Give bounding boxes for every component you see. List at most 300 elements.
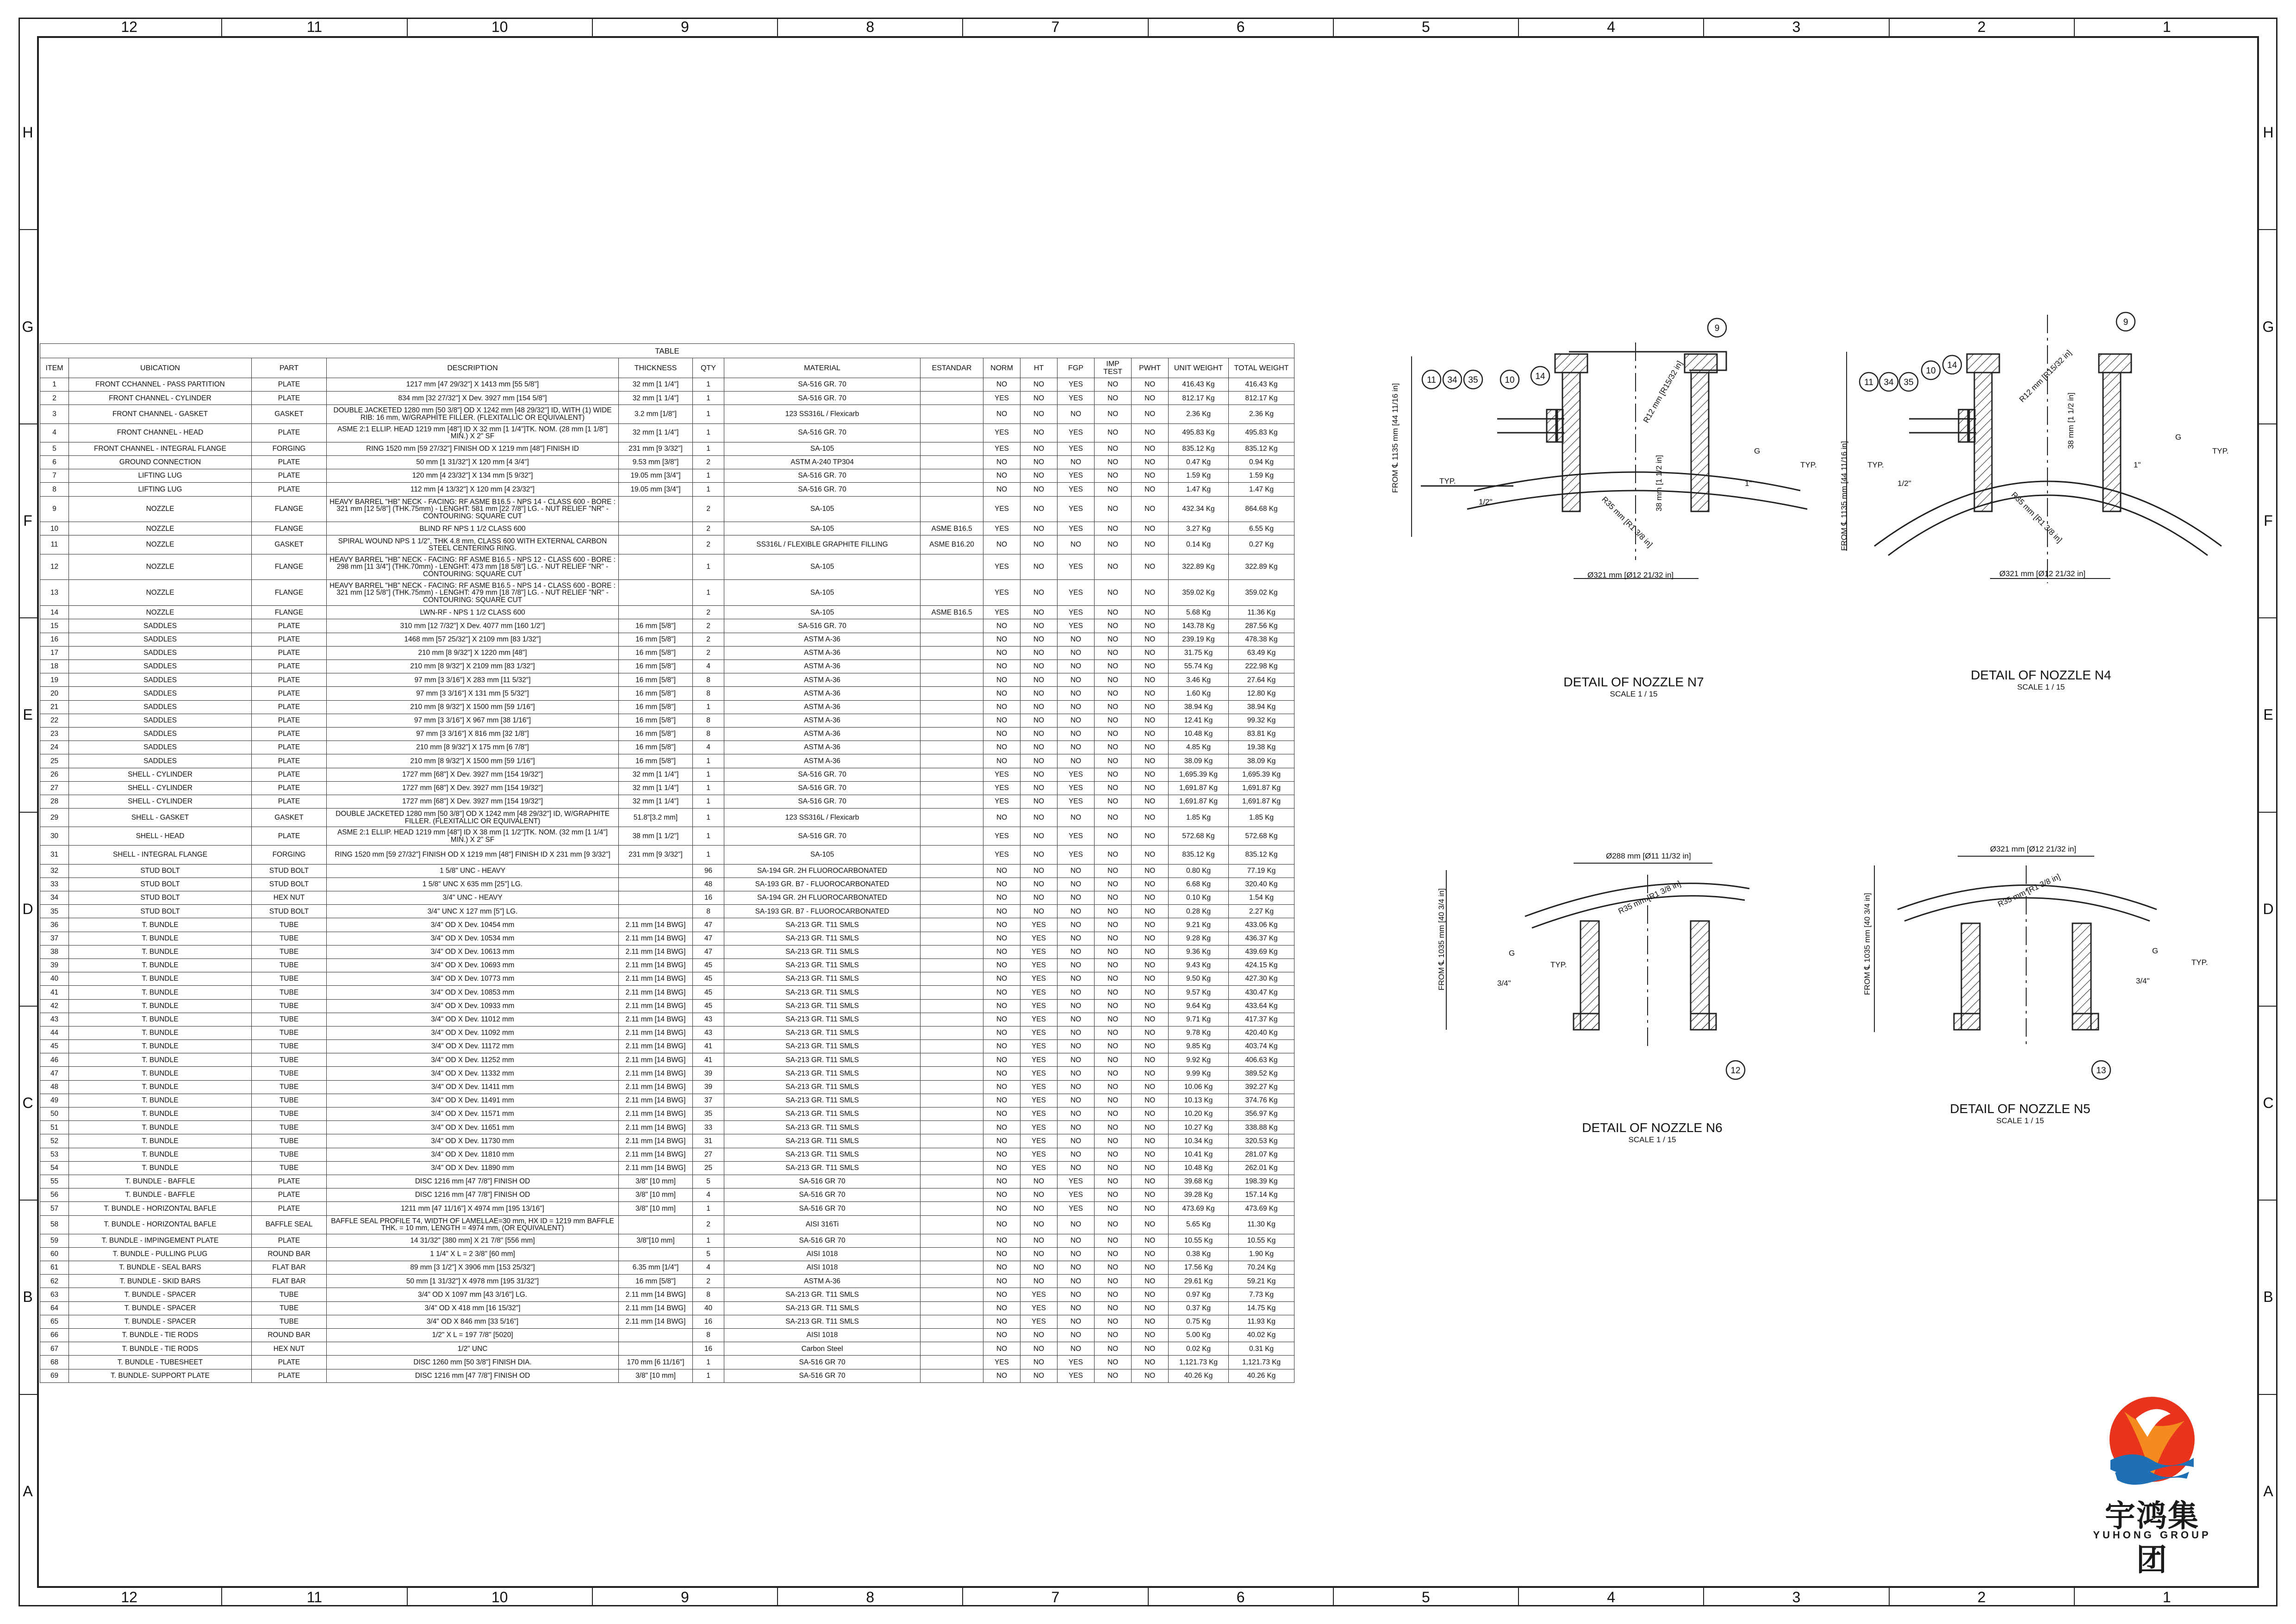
table-cell: NO [1058, 1275, 1095, 1288]
table-cell: 1727 mm [68"] X Dev. 3927 mm [154 19/32"] [327, 795, 619, 808]
table-cell: 10.20 Kg [1169, 1108, 1229, 1121]
table-cell: 12.80 Kg [1229, 687, 1294, 700]
table-cell: 1 [693, 827, 724, 846]
table-cell: SA-213 GR. T11 SMLS [724, 1040, 921, 1053]
n4-balloon [1860, 373, 1878, 391]
n7-balloon [1464, 370, 1482, 389]
table-cell: 32 mm [1 1/4"] [619, 781, 693, 795]
n4-radius-top-dim: R12 mm [R15/32 in] [2017, 348, 2073, 404]
table-cell: NO [1132, 606, 1169, 619]
table-cell: YES [1058, 580, 1095, 606]
table-cell: NO [1020, 1175, 1058, 1188]
table-cell: SA-213 GR. T11 SMLS [724, 1148, 921, 1161]
table-cell: 32 mm [1 1/4"] [619, 423, 693, 442]
table-cell: 1 [693, 1202, 724, 1215]
table-cell: 157.14 Kg [1229, 1188, 1294, 1202]
table-cell: NO [1058, 687, 1095, 700]
table-cell: NO [1020, 864, 1058, 877]
table-cell: PLATE [252, 673, 327, 687]
column-header: PART [252, 358, 327, 378]
table-cell: 9.64 Kg [1169, 999, 1229, 1013]
table-cell: 10.41 Kg [1169, 1148, 1229, 1161]
table-cell: ASTM A-36 [724, 700, 921, 714]
table-cell: PLATE [252, 768, 327, 781]
table-cell: NO [983, 1108, 1020, 1121]
table-cell: SA-516 GR. 70 [724, 423, 921, 442]
table-cell: SADDLES [69, 619, 252, 633]
table-cell: 16 [693, 891, 724, 905]
table-cell: 9.53 mm [3/8"] [619, 455, 693, 469]
table-cell: NO [1020, 1188, 1058, 1202]
n4-balloon [1879, 373, 1898, 391]
table-cell: YES [983, 580, 1020, 606]
table-cell: NO [1058, 727, 1095, 740]
table-cell: NO [1095, 580, 1132, 606]
table-cell: NO [1095, 633, 1132, 646]
svg-text:35: 35 [1468, 375, 1478, 385]
table-cell: T. BUNDLE - BAFFLE [69, 1175, 252, 1188]
table-cell: 0.38 Kg [1169, 1247, 1229, 1261]
zone-col-bottom-5: 5 [1333, 1588, 1518, 1606]
table-cell: 56 [40, 1188, 69, 1202]
table-cell: NO [1095, 864, 1132, 877]
zone-col-top-8: 8 [777, 18, 962, 36]
n7-weld-right: 1" [1745, 479, 1752, 488]
table-cell: SADDLES [69, 714, 252, 727]
table-cell: 9.85 Kg [1169, 1040, 1229, 1053]
table-cell: FLAT BAR [252, 1275, 327, 1288]
table-cell: NO [1095, 891, 1132, 905]
table-cell: 32 [40, 864, 69, 877]
table-cell: 69 [40, 1369, 69, 1382]
table-cell: NO [1095, 781, 1132, 795]
table-cell: NO [983, 1275, 1020, 1288]
table-cell: NO [1132, 932, 1169, 945]
table-cell: ASME 2:1 ELLIP. HEAD 1219 mm [48"] ID X 32 mm [1 1/4"]TK. NOM. (28 mm [1 1/8"] MIN.) X 2" SF [327, 423, 619, 442]
table-cell: T. BUNDLE [69, 1013, 252, 1026]
column-header: NORM [983, 358, 1020, 378]
table-cell: NO [983, 1301, 1020, 1315]
table-cell: NO [983, 633, 1020, 646]
table-cell: 1727 mm [68"] X Dev. 3927 mm [154 19/32"] [327, 768, 619, 781]
n4-height-dim: FROM ℄ 1135 mm [44 11/16 in] [1840, 441, 1848, 551]
table-cell: 3/4" OD X Dev. 10613 mm [327, 945, 619, 958]
table-cell: NO [1132, 1188, 1169, 1202]
table-cell: 34 [40, 891, 69, 905]
table-cell: NO [1132, 1301, 1169, 1315]
table-cell: NO [1020, 442, 1058, 455]
table-caption: TABLE [40, 344, 1294, 358]
table-cell: SA-213 GR. T11 SMLS [724, 945, 921, 958]
table-cell: NO [1058, 1234, 1095, 1247]
table-cell: TUBE [252, 1013, 327, 1026]
table-cell: NO [1132, 795, 1169, 808]
n6-weld-left: 3/4" [1497, 979, 1511, 988]
table-cell: SA-105 [724, 496, 921, 522]
n6-height-dim: FROM ℄ 1035 mm [40 3/4 in] [1437, 888, 1446, 990]
table-cell: 1,121.73 Kg [1229, 1356, 1294, 1369]
table-cell: STUD BOLT [69, 877, 252, 891]
table-cell: 3/4" OD X Dev. 11172 mm [327, 1040, 619, 1053]
table-cell: NO [1132, 999, 1169, 1013]
table-cell: NO [1058, 1161, 1095, 1175]
table-cell: NO [1058, 1121, 1095, 1134]
table-cell: NO [1132, 1329, 1169, 1342]
table-cell: 14 31/32" [380 mm] X 21 7/8" [556 mm] [327, 1234, 619, 1247]
table-cell: YES [983, 781, 1020, 795]
table-cell: 6.35 mm [1/4"] [619, 1261, 693, 1275]
table-cell: 222.98 Kg [1229, 660, 1294, 673]
table-cell: NO [1020, 687, 1058, 700]
table-cell: SA-193 GR. B7 - FLUOROCARBONATED [724, 905, 921, 918]
table-cell: NO [1058, 1315, 1095, 1328]
column-header: QTY [693, 358, 724, 378]
table-cell: 416.43 Kg [1169, 378, 1229, 392]
table-cell: 9.78 Kg [1169, 1026, 1229, 1039]
table-cell: YES [1058, 846, 1095, 864]
table-cell: 97 mm [3 3/16"] X 283 mm [11 5/32"] [327, 673, 619, 687]
table-cell: 31 [693, 1134, 724, 1148]
table-cell: 3/4" OD X Dev. 11332 mm [327, 1067, 619, 1080]
zone-col-bottom-4: 4 [1518, 1588, 1703, 1606]
table-cell: YES [1058, 1175, 1095, 1188]
table-cell: NO [1058, 646, 1095, 660]
table-cell: 8 [40, 483, 69, 496]
table-cell: NO [1020, 483, 1058, 496]
table-cell: 0.28 Kg [1169, 905, 1229, 918]
table-cell: NO [1132, 1261, 1169, 1275]
table-cell: NO [1058, 986, 1095, 999]
table-cell: SHELL - INTEGRAL FLANGE [69, 846, 252, 864]
table-cell: NO [1095, 827, 1132, 846]
table-cell: NO [1020, 660, 1058, 673]
table-cell: NO [1132, 619, 1169, 633]
table-cell: 43 [40, 1013, 69, 1026]
table-cell: YES [983, 522, 1020, 535]
table-cell: NO [1058, 1148, 1095, 1161]
table-cell: 2 [40, 392, 69, 405]
table-cell: SA-516 GR. 70 [724, 768, 921, 781]
table-cell: NO [1132, 423, 1169, 442]
table-cell: 389.52 Kg [1229, 1067, 1294, 1080]
table-cell: T. BUNDLE [69, 1148, 252, 1161]
table-cell: 32 mm [1 1/4"] [619, 768, 693, 781]
table-cell: SA-516 GR. 70 [724, 827, 921, 846]
table-cell: 67 [40, 1342, 69, 1356]
table-cell: 835.12 Kg [1229, 442, 1294, 455]
table-cell: 41 [40, 986, 69, 999]
table-cell: NO [1132, 469, 1169, 483]
table-cell: NO [1095, 714, 1132, 727]
table-cell: NO [1132, 455, 1169, 469]
table-cell: 77.19 Kg [1229, 864, 1294, 877]
table-cell: 50 mm [1 31/32"] X 4978 mm [195 31/32"] [327, 1275, 619, 1288]
table-cell: NO [1132, 905, 1169, 918]
table-cell: YES [983, 392, 1020, 405]
table-cell: NO [1058, 1247, 1095, 1261]
table-cell: 210 mm [8 9/32"] X 2109 mm [83 1/32"] [327, 660, 619, 673]
table-cell: 473.69 Kg [1169, 1202, 1229, 1215]
table-cell: 38.94 Kg [1169, 700, 1229, 714]
table-cell: 12 [40, 554, 69, 580]
table-cell: NO [1020, 455, 1058, 469]
table-cell: 3/8"[10 mm] [619, 1234, 693, 1247]
table-cell: NO [1095, 1040, 1132, 1053]
table-cell: NO [983, 741, 1020, 754]
table-cell: 39.68 Kg [1169, 1175, 1229, 1188]
table-cell: NO [1058, 809, 1095, 827]
table-cell: NOZZLE [69, 554, 252, 580]
table-cell: NO [1132, 1234, 1169, 1247]
n7-balloon [1708, 318, 1726, 337]
table-cell: 7 [40, 469, 69, 483]
table-cell: SPIRAL WOUND NPS 1 1/2", THK 4.8 mm, CLASS 600 WITH EXTERNAL CARBON STEEL CENTERING RING. [327, 535, 619, 554]
n7-typ-right: TYP. [1800, 460, 1817, 469]
table-cell: 439.69 Kg [1229, 945, 1294, 958]
svg-text:13: 13 [2096, 1066, 2106, 1076]
table-cell: 0.02 Kg [1169, 1342, 1229, 1356]
table-cell: ROUND BAR [252, 1329, 327, 1342]
table-cell: SA-213 GR. T11 SMLS [724, 1301, 921, 1315]
table-cell: NO [1095, 1215, 1132, 1234]
table-cell: T. BUNDLE [69, 1080, 252, 1094]
n7-bore-dim: Ø321 mm [Ø12 21/32 in] [1587, 571, 1674, 579]
table-cell: NO [1095, 1026, 1132, 1039]
table-cell: 356.97 Kg [1229, 1108, 1294, 1121]
table-cell: 3/4" OD X Dev. 10933 mm [327, 999, 619, 1013]
table-cell: 3/4" OD X Dev. 10693 mm [327, 958, 619, 972]
table-cell: 1.85 Kg [1169, 809, 1229, 827]
table-cell: NO [1132, 1356, 1169, 1369]
table-cell: TUBE [252, 972, 327, 986]
column-header: TOTAL WEIGHT [1229, 358, 1294, 378]
zone-col-bottom-2: 2 [1889, 1588, 2074, 1606]
table-cell: 3/4" OD X Dev. 11810 mm [327, 1148, 619, 1161]
table-cell: 29.61 Kg [1169, 1275, 1229, 1288]
n7-balloon [1531, 367, 1549, 385]
table-cell: YES [983, 554, 1020, 580]
table-cell: LWN-RF - NPS 1 1/2 CLASS 600 [327, 606, 619, 619]
table-cell: NO [1132, 754, 1169, 768]
table-cell: 427.30 Kg [1229, 972, 1294, 986]
table-cell: DISC 1216 mm [47 7/8"] FINISH OD [327, 1188, 619, 1202]
table-cell: 5 [693, 1247, 724, 1261]
table-cell: NO [1132, 781, 1169, 795]
table-cell: 45 [693, 999, 724, 1013]
table-cell: 3.27 Kg [1169, 522, 1229, 535]
table-cell: NO [983, 999, 1020, 1013]
zone-row-left-E: E [19, 617, 37, 811]
table-cell: NO [1058, 972, 1095, 986]
table-cell: NO [1020, 535, 1058, 554]
table-cell: 2.11 mm [14 BWG] [619, 972, 693, 986]
zone-col-top-7: 7 [962, 18, 1147, 36]
table-cell: 99.32 Kg [1229, 714, 1294, 727]
table-cell: ASTM A-36 [724, 687, 921, 700]
table-cell: NO [983, 864, 1020, 877]
table-cell: 2 [693, 633, 724, 646]
table-cell: 0.80 Kg [1169, 864, 1229, 877]
table-cell: 31 [40, 846, 69, 864]
table-cell: 1727 mm [68"] X Dev. 3927 mm [154 19/32"] [327, 781, 619, 795]
svg-text:10: 10 [1505, 375, 1515, 385]
table-cell: 1.47 Kg [1169, 483, 1229, 496]
zone-row-right-A: A [2259, 1394, 2277, 1588]
table-cell: RING 1520 mm [59 27/32"] FINISH OD X 1219 mm [48"] FINISH ID [327, 442, 619, 455]
table-cell: NO [1020, 1261, 1058, 1275]
detail-n7-title-block [1541, 675, 1726, 699]
table-cell: T. BUNDLE - SEAL BARS [69, 1261, 252, 1275]
table-cell: 16 mm [5/8"] [619, 660, 693, 673]
table-cell: 5.00 Kg [1169, 1329, 1229, 1342]
table-cell: NO [1095, 1315, 1132, 1328]
table-cell: 1 [693, 423, 724, 442]
table-cell: ASTM A-36 [724, 727, 921, 740]
table-cell: 3/4" OD X Dev. 11491 mm [327, 1094, 619, 1107]
table-cell: 1,691.87 Kg [1229, 795, 1294, 808]
company-logo [2092, 1393, 2212, 1577]
table-cell: 16 [693, 1342, 724, 1356]
table-cell: NO [1058, 1108, 1095, 1121]
table-cell: SA-516 GR 70 [724, 1369, 921, 1382]
table-cell: 1211 mm [47 11/16"] X 4974 mm [195 13/16"] [327, 1202, 619, 1215]
table-cell: 0.94 Kg [1229, 455, 1294, 469]
table-cell: SA-213 GR. T11 SMLS [724, 1121, 921, 1134]
table-cell: FLAT BAR [252, 1261, 327, 1275]
table-cell: NO [1020, 378, 1058, 392]
zone-row-right-G: G [2259, 229, 2277, 423]
table-cell: SA-213 GR. T11 SMLS [724, 1108, 921, 1121]
table-cell: NO [1132, 768, 1169, 781]
n6-bore-dim: Ø288 mm [Ø11 11/32 in] [1606, 852, 1691, 860]
n7-balloon [1500, 370, 1519, 389]
table-cell: NO [1020, 741, 1058, 754]
table-cell: NO [983, 972, 1020, 986]
table-cell: 21 [40, 700, 69, 714]
n4-wall-dim: 38 mm [1 1/2 in] [2066, 392, 2075, 449]
n6-weld-g: G [1509, 949, 1515, 958]
table-cell: NO [1132, 1108, 1169, 1121]
table-cell: GROUND CONNECTION [69, 455, 252, 469]
table-cell: 1 [693, 809, 724, 827]
table-cell: NO [1058, 1301, 1095, 1315]
table-cell: NO [1095, 673, 1132, 687]
table-cell: YES [1058, 378, 1095, 392]
table-cell: SHELL - CYLINDER [69, 768, 252, 781]
table-cell: SA-213 GR. T11 SMLS [724, 1094, 921, 1107]
table-cell: 35 [693, 1108, 724, 1121]
table-cell: NO [1095, 1148, 1132, 1161]
table-cell: AISI 316Ti [724, 1215, 921, 1234]
table-cell: NO [1020, 1329, 1058, 1342]
table-cell: FLANGE [252, 554, 327, 580]
n7-weld-g: G [1754, 447, 1761, 455]
table-cell: 45 [693, 972, 724, 986]
n6-radius-dim: R35 mm [R1 3/8 in] [1617, 879, 1682, 916]
n5-height-dim: FROM ℄ 1035 mm [40 3/4 in] [1863, 893, 1872, 995]
table-cell: NO [1058, 700, 1095, 714]
table-cell: TUBE [252, 958, 327, 972]
table-cell: NO [983, 891, 1020, 905]
table-cell: YES [1058, 469, 1095, 483]
table-cell: T. BUNDLE - SKID BARS [69, 1275, 252, 1288]
table-cell: NO [983, 483, 1020, 496]
table-cell: T. BUNDLE - SPACER [69, 1288, 252, 1301]
table-cell: PLATE [252, 700, 327, 714]
table-cell: NO [1132, 1148, 1169, 1161]
table-cell: NO [1058, 673, 1095, 687]
table-cell: 22 [40, 714, 69, 727]
table-cell: SA-213 GR. T11 SMLS [724, 1053, 921, 1067]
table-cell: NO [1020, 606, 1058, 619]
table-cell: NO [1095, 877, 1132, 891]
table-cell: NO [1095, 442, 1132, 455]
table-cell: ROUND BAR [252, 1247, 327, 1261]
zone-row-left-A: A [19, 1394, 37, 1588]
table-cell: 1.59 Kg [1169, 469, 1229, 483]
table-cell: 1/2" X L = 197 7/8" [5020] [327, 1329, 619, 1342]
table-cell: YES [983, 442, 1020, 455]
table-cell: NO [1132, 727, 1169, 740]
table-cell: 2 [693, 619, 724, 633]
table-cell: 10.55 Kg [1229, 1234, 1294, 1247]
table-cell: NO [983, 469, 1020, 483]
table-cell: SA-213 GR. T11 SMLS [724, 1134, 921, 1148]
table-cell: 39 [40, 958, 69, 972]
detail-n6-scale: SCALE 1 / 15 [1628, 1135, 1676, 1144]
table-cell: 1 [693, 554, 724, 580]
table-cell: NO [1132, 700, 1169, 714]
table-cell: BAFFLE SEAL PROFILE T4, WIDTH OF LAMELLAE=30 mm, HX ID = 1219 mm BAFFLE THK. = 10 mm, LENGTH = 4974 mm, (OR EQUIVALENT) [327, 1215, 619, 1234]
table-cell: NO [983, 727, 1020, 740]
table-cell: YES [1020, 1301, 1058, 1315]
table-cell: 198.39 Kg [1229, 1175, 1294, 1188]
table-cell: LIFTING LUG [69, 469, 252, 483]
table-cell: 11.36 Kg [1229, 606, 1294, 619]
svg-text:9: 9 [1714, 324, 1720, 333]
table-cell: T. BUNDLE [69, 1026, 252, 1039]
table-cell: NO [983, 619, 1020, 633]
table-cell: ASME B16.5 [921, 522, 983, 535]
table-cell: ASME 2:1 ELLIP. HEAD 1219 mm [48"] ID X 38 mm [1 1/2"]TK. NOM. (32 mm [1 1/4"] MIN.) X 2" SF [327, 827, 619, 846]
table-cell: 62 [40, 1275, 69, 1288]
table-cell: 55 [40, 1175, 69, 1188]
table-cell: T. BUNDLE [69, 958, 252, 972]
table-cell: 433.06 Kg [1229, 918, 1294, 932]
table-cell: 10.34 Kg [1169, 1134, 1229, 1148]
table-cell: 8 [693, 1329, 724, 1342]
table-cell: AISI 1018 [724, 1329, 921, 1342]
table-cell: 10.48 Kg [1169, 1161, 1229, 1175]
table-cell: 53 [40, 1148, 69, 1161]
table-cell: YES [1020, 1040, 1058, 1053]
zone-col-top-10: 10 [407, 18, 592, 36]
table-cell: PLATE [252, 795, 327, 808]
table-cell: 40 [40, 972, 69, 986]
table-cell: PLATE [252, 469, 327, 483]
column-header: PWHT [1132, 358, 1169, 378]
table-cell: NO [1095, 619, 1132, 633]
table-cell: T. BUNDLE [69, 1067, 252, 1080]
table-cell: YES [1020, 1067, 1058, 1080]
table-cell: 3/4" OD X Dev. 11252 mm [327, 1053, 619, 1067]
table-cell: NO [1095, 606, 1132, 619]
n4-bore-dim: Ø321 mm [Ø12 21/32 in] [1999, 569, 2086, 578]
detail-n5-title-block [1928, 1101, 2113, 1126]
table-cell: PLATE [252, 619, 327, 633]
table-cell: NO [1058, 945, 1095, 958]
table-cell: NO [1058, 1067, 1095, 1080]
